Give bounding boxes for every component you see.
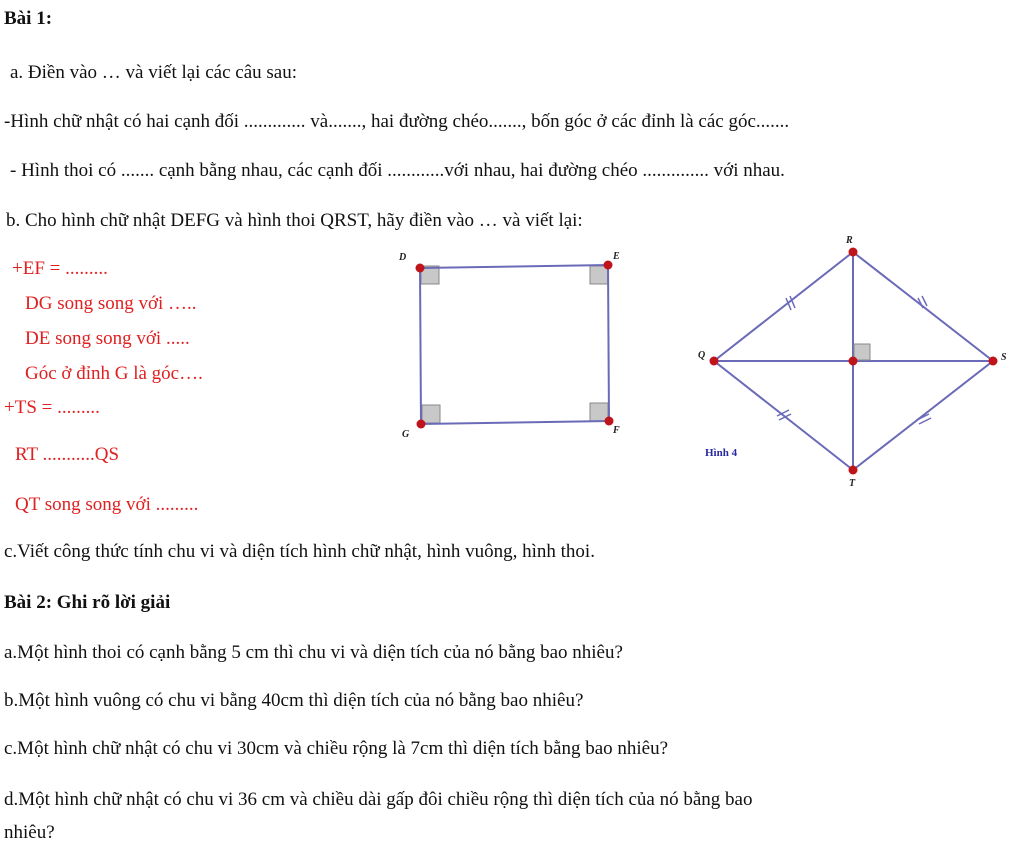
right-angle-e bbox=[590, 266, 608, 284]
b-item-ef: +EF = ......... bbox=[12, 258, 108, 279]
point-d bbox=[416, 264, 425, 273]
right-angle-g bbox=[422, 405, 440, 423]
point-r bbox=[849, 248, 858, 257]
bai1-a-heading: a. Điền vào … và viết lại các câu sau: bbox=[10, 62, 297, 83]
point-s bbox=[989, 357, 998, 366]
label-d: D bbox=[399, 252, 407, 263]
label-s: S bbox=[1001, 352, 1007, 363]
point-e bbox=[604, 261, 613, 270]
rectangle-outline bbox=[420, 265, 609, 424]
bai2-item-b: b.Một hình vuông có chu vi bằng 40cm thì diện tích của nó bằng bao nhiêu? bbox=[4, 690, 584, 711]
point-center bbox=[849, 357, 858, 366]
figure-caption: Hình 4 bbox=[705, 447, 738, 459]
b-item-goc-g: Góc ở đỉnh G là góc…. bbox=[25, 363, 203, 384]
label-q: Q bbox=[698, 350, 706, 361]
bai2-title: Bài 2: Ghi rõ lời giải bbox=[4, 592, 171, 613]
rectangle-defg bbox=[398, 251, 620, 440]
point-t bbox=[849, 466, 858, 475]
b-item-rt: RT ...........QS bbox=[15, 444, 120, 465]
bai1-c-line: c.Viết công thức tính chu vi và diện tích hình chữ nhật, hình vuông, hình thoi. bbox=[4, 541, 595, 562]
b-item-qt: QT song song với ......... bbox=[15, 494, 199, 515]
bai2-item-a: a.Một hình thoi có cạnh bằng 5 cm thì chu vi và diện tích của nó bằng bao nhiêu? bbox=[4, 642, 623, 663]
point-g bbox=[417, 420, 426, 429]
label-e: E bbox=[613, 251, 620, 262]
label-g: G bbox=[402, 429, 410, 440]
bai1-title: Bài 1: bbox=[4, 8, 53, 29]
b-item-ts: +TS = ......... bbox=[4, 397, 100, 418]
bai1-a-line2: - Hình thoi có ....... cạnh bằng nhau, các cạnh đối ............với nhau, hai đường chéo .............. với nhau. bbox=[10, 160, 785, 181]
label-f: F bbox=[613, 425, 620, 436]
b-item-de: DE song song với ..... bbox=[25, 328, 190, 349]
bai2-item-c: c.Một hình chữ nhật có chu vi 30cm và chiều rộng là 7cm thì diện tích bằng bao nhiêu? bbox=[4, 738, 669, 759]
rhombus-qrst bbox=[698, 235, 1007, 489]
point-q bbox=[710, 357, 719, 366]
b-item-dg: DG song song với ….. bbox=[25, 293, 197, 314]
label-t: T bbox=[849, 478, 856, 489]
bai1-a-line1: -Hình chữ nhật có hai cạnh đối ............. và......., hai đường chéo......., bốn góc ở các đỉnh là các góc....... bbox=[4, 111, 790, 132]
right-angle-center bbox=[854, 344, 870, 360]
bai2-item-d-cont: nhiêu? bbox=[4, 822, 55, 843]
bai2-item-d: d.Một hình chữ nhật có chu vi 36 cm và chiều dài gấp đôi chiều rộng thì diện tích của nó bằng bao bbox=[4, 789, 753, 810]
label-r: R bbox=[846, 235, 853, 246]
bai1-b-heading: b. Cho hình chữ nhật DEFG và hình thoi QRST, hãy điền vào … và viết lại: bbox=[6, 210, 583, 231]
right-angle-f bbox=[590, 403, 608, 421]
